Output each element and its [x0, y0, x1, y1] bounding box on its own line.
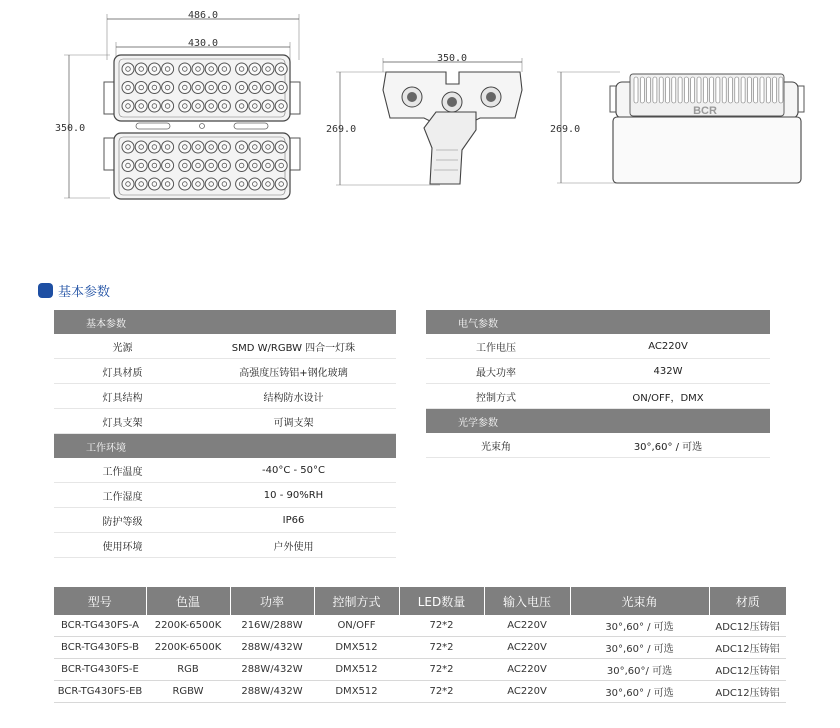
spec-label: 工作温度 — [54, 458, 191, 483]
led-dot — [122, 141, 134, 153]
spec-row — [54, 533, 396, 558]
led-dot — [148, 178, 160, 190]
heatsink-fin — [779, 77, 783, 103]
led-dot — [148, 82, 160, 94]
heatsink-fin — [647, 77, 651, 103]
table-cell: ON/OFF — [314, 615, 399, 637]
led-dot — [249, 82, 261, 94]
spec-row — [54, 384, 396, 409]
led-dot — [218, 100, 230, 112]
led-dot — [275, 82, 287, 94]
heatsink-fin — [710, 77, 714, 103]
table-cell: 72*2 — [399, 637, 484, 659]
table-cell: 72*2 — [399, 659, 484, 681]
led-dot — [249, 141, 261, 153]
heatsink-fin — [684, 77, 688, 103]
led-dot — [135, 178, 147, 190]
spec-group-header — [426, 409, 770, 434]
table-cell: 30°,60° / 可选 — [570, 681, 709, 703]
spec-row — [54, 508, 396, 533]
table-cell: 30°,60° / 可选 — [570, 637, 709, 659]
spec-value: 结构防水设计 — [191, 384, 396, 409]
rear-view-drawing — [550, 72, 804, 183]
led-dot — [249, 160, 261, 172]
table-cell: ADC12压铸铝 — [709, 681, 786, 703]
table-cell: DMX512 — [314, 637, 399, 659]
heatsink-fin — [773, 77, 777, 103]
spec-label: 灯具材质 — [54, 359, 191, 384]
led-dot — [162, 63, 174, 75]
led-dot — [179, 82, 191, 94]
spec-value: IP66 — [191, 508, 396, 533]
led-dot — [262, 160, 274, 172]
electrical-optical-table — [426, 310, 770, 458]
led-dot — [205, 178, 217, 190]
basic-params-table — [54, 310, 396, 558]
led-dot — [192, 100, 204, 112]
spec-row — [54, 409, 396, 434]
led-dot — [135, 82, 147, 94]
spec-value: 户外使用 — [191, 533, 396, 558]
led-dot — [262, 178, 274, 190]
spec-label: 灯具支架 — [54, 409, 191, 434]
led-dot — [179, 100, 191, 112]
rear-logo: BCR — [693, 105, 717, 117]
heatsink-fin — [735, 77, 739, 103]
heatsink-fin — [691, 77, 695, 103]
spec-label: 灯具结构 — [54, 384, 191, 409]
led-dot — [122, 178, 134, 190]
spec-value: 可调支架 — [191, 409, 396, 434]
heatsink-fin — [729, 77, 733, 103]
led-dot — [179, 160, 191, 172]
table-cell: 288W/432W — [230, 637, 314, 659]
heatsink-fin — [640, 77, 644, 103]
table-cell: BCR-TG430FS-E — [54, 659, 146, 681]
heatsink-fin — [754, 77, 758, 103]
table-cell: 216W/288W — [230, 615, 314, 637]
spec-label: 工作湿度 — [54, 483, 191, 508]
group-header-label: 基本参数 — [54, 310, 191, 334]
led-dot — [236, 100, 248, 112]
model-table — [54, 587, 786, 703]
heatsink-fin — [747, 77, 751, 103]
led-dot — [262, 82, 274, 94]
led-dot — [262, 63, 274, 75]
spec-value: 10 - 90%RH — [191, 483, 396, 508]
led-dot — [135, 100, 147, 112]
table-cell: DMX512 — [314, 681, 399, 703]
table-cell: RGBW — [146, 681, 230, 703]
dim-body-width: 430.0 — [187, 38, 219, 49]
table-cell: ADC12压铸铝 — [709, 659, 786, 681]
heatsink-fin — [766, 77, 770, 103]
led-dot — [218, 160, 230, 172]
led-dot — [162, 141, 174, 153]
led-dot — [275, 160, 287, 172]
led-dot — [148, 141, 160, 153]
led-dot — [192, 178, 204, 190]
table-cell: 30°,60° / 可选 — [570, 615, 709, 637]
table-cell: 2200K-6500K — [146, 637, 230, 659]
dim-overall-width: 486.0 — [187, 10, 219, 21]
column-header: 功率 — [230, 587, 314, 615]
spec-row — [54, 483, 396, 508]
led-dot — [275, 63, 287, 75]
table-cell: 2200K-6500K — [146, 615, 230, 637]
heatsink-fin — [659, 77, 663, 103]
column-header: 色温 — [146, 587, 230, 615]
column-header: 输入电压 — [484, 587, 570, 615]
led-dot — [205, 141, 217, 153]
heatsink-fin — [678, 77, 682, 103]
led-dot — [236, 82, 248, 94]
table-cell: 72*2 — [399, 681, 484, 703]
led-dot — [162, 178, 174, 190]
dim-front-height: 350.0 — [55, 123, 86, 134]
spec-row — [426, 359, 770, 384]
table-cell: ADC12压铸铝 — [709, 637, 786, 659]
heatsink-fin — [634, 77, 638, 103]
group-header-label: 光学参数 — [426, 409, 566, 434]
spec-row — [426, 384, 770, 409]
spec-row — [54, 334, 396, 359]
led-dot — [192, 82, 204, 94]
table-cell: 30°,60°/ 可选 — [570, 659, 709, 681]
table-row — [54, 659, 786, 681]
led-dot — [179, 141, 191, 153]
led-dot — [148, 63, 160, 75]
table-cell: AC220V — [484, 659, 570, 681]
table-cell: RGB — [146, 659, 230, 681]
spec-label: 最大功率 — [426, 359, 566, 384]
led-dot — [218, 141, 230, 153]
led-dot — [262, 141, 274, 153]
led-dot — [179, 178, 191, 190]
led-dot — [162, 100, 174, 112]
heatsink-fin — [703, 77, 707, 103]
column-header: 型号 — [54, 587, 146, 615]
led-dot — [122, 100, 134, 112]
led-dot — [135, 141, 147, 153]
column-header: LED数量 — [399, 587, 484, 615]
model-table-header — [54, 587, 786, 615]
spec-label: 光束角 — [426, 433, 566, 458]
table-cell: BCR-TG430FS-B — [54, 637, 146, 659]
led-dot — [275, 100, 287, 112]
dim-side-width: 350.0 — [436, 53, 468, 64]
heatsink-fin — [760, 77, 764, 103]
heatsink-fin — [716, 77, 720, 103]
led-dot — [275, 141, 287, 153]
led-dot — [249, 178, 261, 190]
table-row — [54, 615, 786, 637]
led-dot — [236, 141, 248, 153]
led-dot — [122, 63, 134, 75]
spec-row — [426, 433, 770, 458]
column-header: 控制方式 — [314, 587, 399, 615]
spec-row — [54, 359, 396, 384]
spec-value: 高强度压铸铝+钢化玻璃 — [191, 359, 396, 384]
spec-group-header — [54, 434, 396, 459]
spec-group-header — [426, 310, 770, 334]
table-cell: AC220V — [484, 681, 570, 703]
table-cell: BCR-TG430FS-EB — [54, 681, 146, 703]
heatsink-fin — [697, 77, 701, 103]
section-marker-icon — [38, 283, 53, 298]
led-dot — [262, 100, 274, 112]
heatsink-fin — [741, 77, 745, 103]
table-cell: ADC12压铸铝 — [709, 615, 786, 637]
led-dot — [249, 63, 261, 75]
led-dot — [205, 100, 217, 112]
led-dot — [205, 160, 217, 172]
led-dot — [148, 100, 160, 112]
led-dot — [192, 160, 204, 172]
led-dot — [122, 160, 134, 172]
side-view-drawing — [326, 53, 522, 185]
spec-value: ON/OFF，DMX — [566, 384, 770, 409]
led-dot — [275, 178, 287, 190]
table-cell: 288W/432W — [230, 681, 314, 703]
led-dot — [236, 178, 248, 190]
led-dot — [236, 160, 248, 172]
dim-side-height: 269.0 — [326, 124, 357, 135]
led-dot — [205, 82, 217, 94]
table-cell: AC220V — [484, 637, 570, 659]
spec-label: 使用环境 — [54, 533, 191, 558]
spec-value: AC220V — [566, 334, 770, 359]
table-cell: AC220V — [484, 615, 570, 637]
technical-drawings — [0, 0, 840, 220]
led-dot — [192, 63, 204, 75]
heatsink-fin — [666, 77, 670, 103]
table-cell: BCR-TG430FS-A — [54, 615, 146, 637]
led-dot — [192, 141, 204, 153]
spec-label: 光源 — [54, 334, 191, 359]
section-title — [38, 280, 110, 300]
table-row — [54, 637, 786, 659]
led-dot — [162, 160, 174, 172]
spec-label: 工作电压 — [426, 334, 566, 359]
led-dot — [135, 160, 147, 172]
spec-row — [54, 458, 396, 483]
table-cell: 288W/432W — [230, 659, 314, 681]
group-header-label: 电气参数 — [426, 310, 566, 334]
led-dot — [148, 160, 160, 172]
led-dot — [162, 82, 174, 94]
spec-label: 控制方式 — [426, 384, 566, 409]
led-dot — [135, 63, 147, 75]
spec-label: 防护等级 — [54, 508, 191, 533]
led-dot — [205, 63, 217, 75]
dim-rear-height: 269.0 — [550, 124, 581, 135]
spec-value: -40°C - 50°C — [191, 458, 396, 483]
led-dot — [218, 63, 230, 75]
section-title-text: 基本参数 — [58, 284, 111, 300]
led-dot — [218, 178, 230, 190]
heatsink-fin — [672, 77, 676, 103]
led-dot — [218, 82, 230, 94]
heatsink-fin — [722, 77, 726, 103]
column-header: 光束角 — [570, 587, 709, 615]
spec-value: SMD W/RGBW 四合一灯珠 — [191, 334, 396, 359]
spec-row — [426, 334, 770, 359]
table-cell: DMX512 — [314, 659, 399, 681]
led-dot — [122, 82, 134, 94]
spec-value: 30°,60° / 可选 — [566, 433, 770, 458]
group-header-label: 工作环境 — [54, 434, 191, 459]
led-dot — [249, 100, 261, 112]
table-cell: 72*2 — [399, 615, 484, 637]
front-view-drawing — [55, 10, 300, 199]
spec-group-header — [54, 310, 396, 334]
spec-value: 432W — [566, 359, 770, 384]
table-row — [54, 681, 786, 703]
heatsink-fin — [653, 77, 657, 103]
led-dot — [236, 63, 248, 75]
column-header: 材质 — [709, 587, 786, 615]
led-dot — [179, 63, 191, 75]
